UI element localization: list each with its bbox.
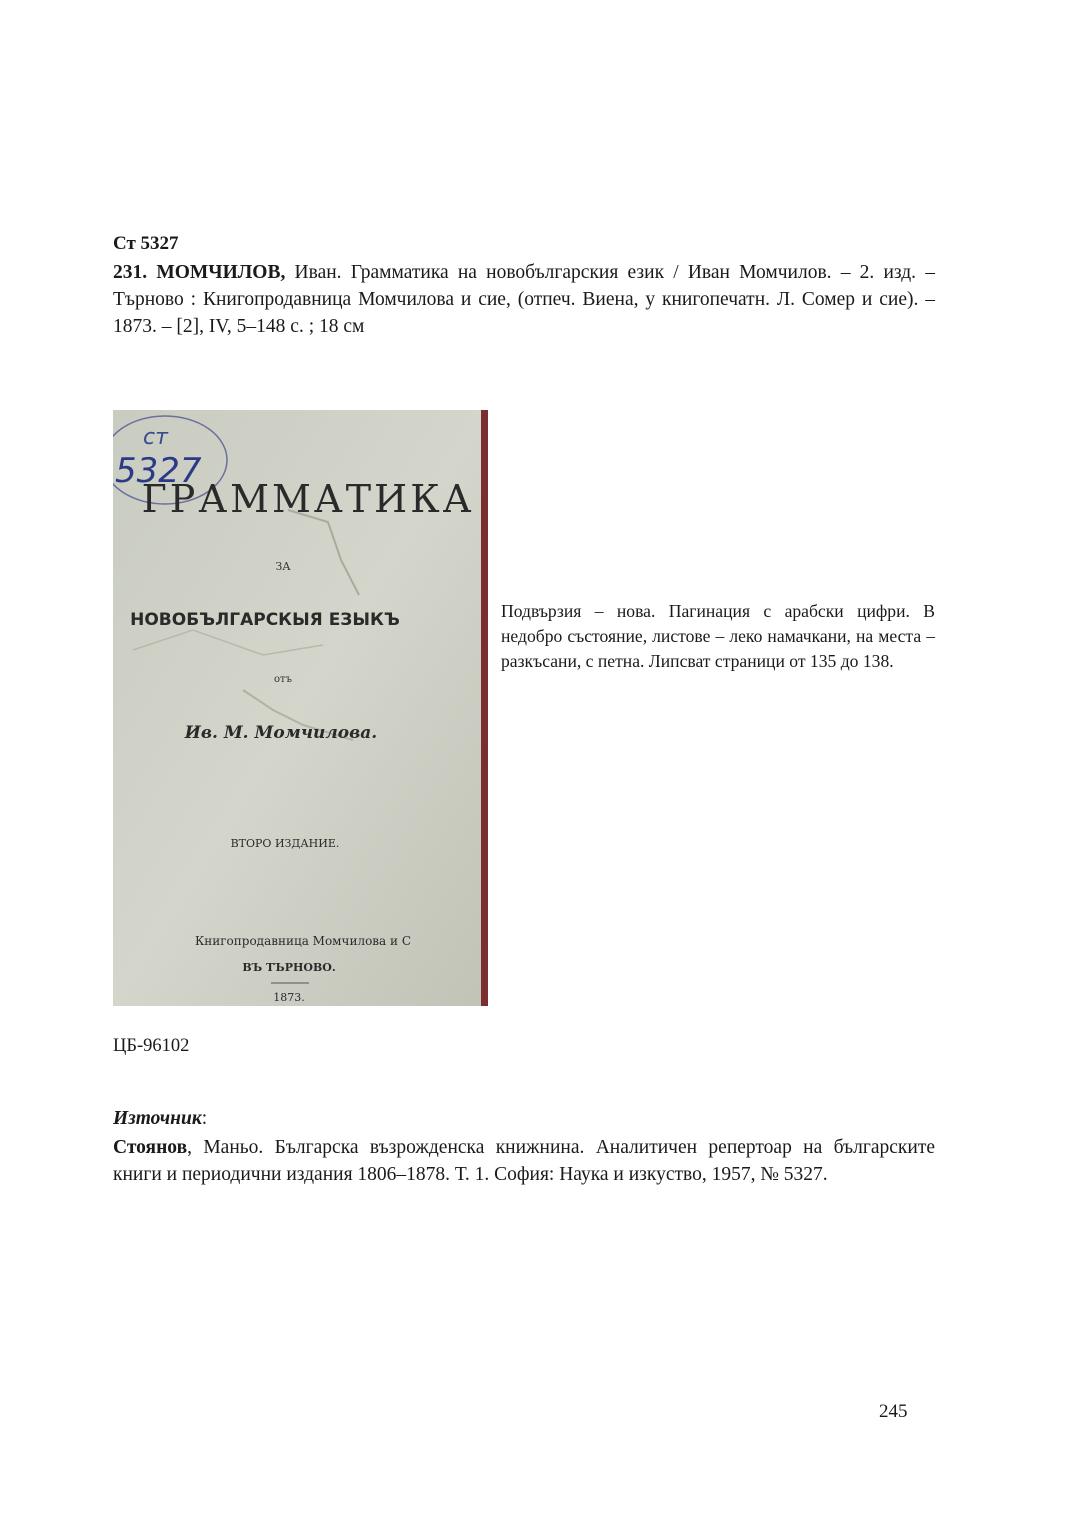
entry-text: Иван. Грамматика на новобългарския език / Иван Момчилов. – 2. изд. – Търново : Книгопродавница Момчилова и сие, (отпеч. Виена, у книгопечатн. Л. Сомер и сие). – 1873. – [2], IV, 5–148 с. ; 18 см [113,262,935,337]
cover-year: 1873. [273,991,305,1004]
stamp-number: 5327 [115,451,202,491]
condition-note: Подвързия – нова. Пагинация с арабски цифри. В недобро състояние, листове – леко намачкани, на места – разкъсани, с петна. Липсват страници от 135 до 138. [501,601,935,671]
cover-subject: НОВОБЪЛГАРСКЫЯ ЕЗЫКЪ [130,610,400,630]
source-text: , Маньо. Българска възрожденска книжнина. Аналитичен репертоар на българските книги и периодични издания 1806–1878. Т. 1. София: Наука и изкуство, 1957, № 5327. [113,1137,935,1185]
source-citation [113,1134,935,1188]
source-label-text: Източник [113,1108,202,1129]
cover-ot: отъ [274,674,292,685]
source-label-colon: : [201,1108,208,1129]
source-author: Стоянов [113,1137,188,1158]
entry-description [113,259,935,340]
cover-edition: ВТОРО ИЗДАНИЕ. [230,837,340,850]
cover-city: ВЪ ТЪРНОВО. [242,961,336,974]
book-cover-photo [113,410,488,1006]
source-label [113,1108,207,1130]
cover-title: ГРАММАТИКА [141,477,475,521]
entry-code: Ст 5327 [113,233,179,254]
stamp-top: ст [143,425,168,450]
binding-edge [481,410,488,1006]
page-number: 245 [879,1401,908,1422]
cover-publisher: Книгопродавница Момчилова и С [194,934,412,948]
cover-author: Ив. М. Момчилова. [184,723,378,743]
entry-heading: 231. МОМЧИЛОВ, [113,262,286,283]
shelfmark: ЦБ-96102 [113,1036,190,1056]
cover-za: ЗА [275,560,291,573]
